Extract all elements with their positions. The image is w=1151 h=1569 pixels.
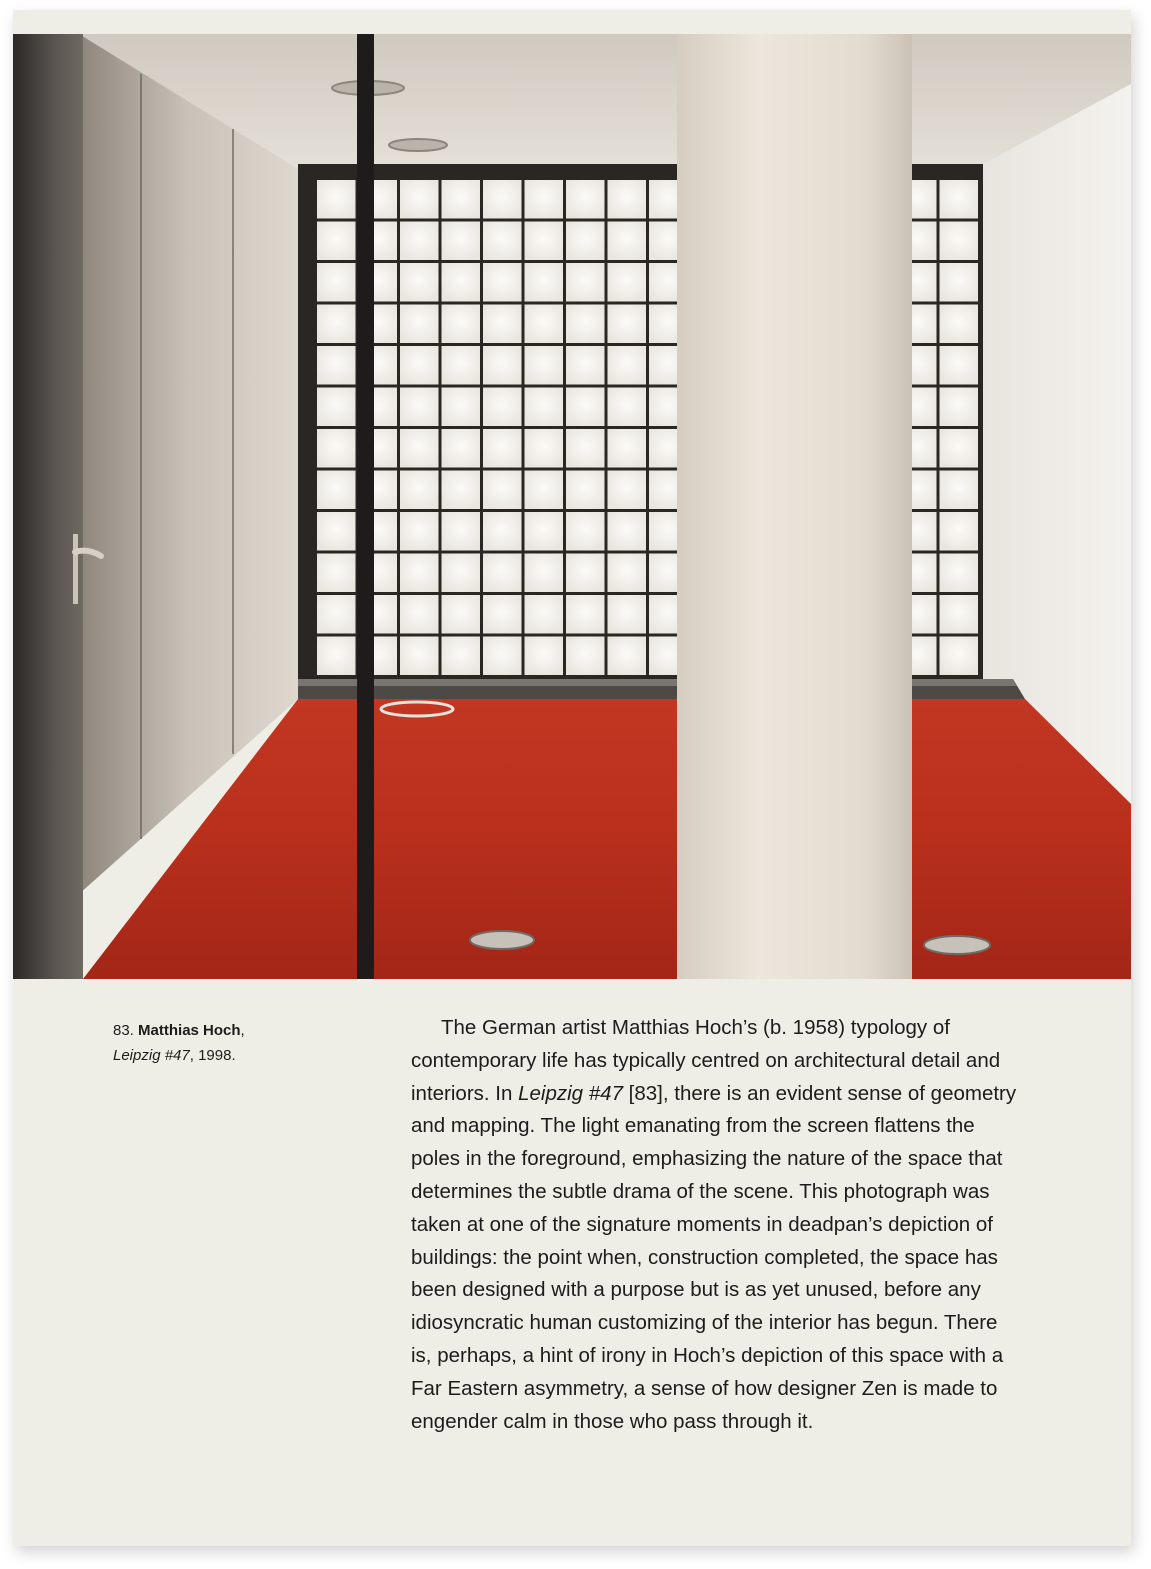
body-text-part-1: The German artist Matthias Hoch’s (b. 1958) typology of contemporary life has typically centred on architectural detail and interiors. In [411, 1016, 1001, 1105]
glass-block [400, 346, 439, 385]
glass-block [317, 180, 356, 219]
body-paragraph [411, 1012, 1021, 1438]
glass-block [940, 222, 979, 261]
figure-number: 83. [113, 1022, 134, 1039]
glass-block [566, 637, 605, 676]
glass-block [442, 595, 481, 634]
glass-block [400, 222, 439, 261]
glass-block [483, 180, 522, 219]
glass-block [483, 346, 522, 385]
glass-block [442, 429, 481, 468]
glass-block [566, 305, 605, 344]
glass-block [608, 637, 647, 676]
glass-block [317, 429, 356, 468]
glass-block [608, 180, 647, 219]
work-year: , 1998. [189, 1047, 236, 1064]
glass-block [317, 512, 356, 551]
glass-block [442, 263, 481, 302]
glass-block [442, 222, 481, 261]
glass-block [608, 263, 647, 302]
glass-block [608, 429, 647, 468]
glass-block [400, 471, 439, 510]
glass-block [317, 388, 356, 427]
glass-block [483, 554, 522, 593]
glass-block [566, 388, 605, 427]
glass-block [608, 471, 647, 510]
glass-block [442, 388, 481, 427]
body-text-part-2: [83], there is an evident sense of geometry and mapping. The light emanating from the screen flattens the poles in the foreground, emphasizing the nature of the space that determines the subtle drama of the scene. This photograph was taken at one of the signature moments in deadpan’s depiction of buildings: the point when, construction completed, the space has been designed with a purpose but is as yet unused, before any idiosyncratic human customizing of the interior has begun. There is, perhaps, a hint of irony in Hoch’s depiction of this space with a Far Eastern asymmetry, a sense of how designer Zen is made to engender calm in those who pass through it. [411, 1081, 1017, 1433]
glass-block [525, 471, 564, 510]
glass-block [483, 512, 522, 551]
glass-block [483, 263, 522, 302]
glass-block [400, 388, 439, 427]
glass-block [940, 180, 979, 219]
glass-block [317, 471, 356, 510]
glass-block [400, 263, 439, 302]
glass-block [483, 305, 522, 344]
glass-block [483, 388, 522, 427]
glass-block [442, 637, 481, 676]
glass-block [483, 637, 522, 676]
glass-block [317, 346, 356, 385]
glass-block [940, 305, 979, 344]
glass-block [566, 512, 605, 551]
glass-block [608, 346, 647, 385]
interior-photograph [13, 34, 1131, 979]
glass-block [608, 554, 647, 593]
glass-block [442, 180, 481, 219]
ceiling-light [389, 139, 447, 151]
glass-block [525, 180, 564, 219]
glass-block [525, 554, 564, 593]
floor-outlet-icon [470, 931, 534, 949]
glass-block [400, 512, 439, 551]
glass-block [442, 512, 481, 551]
glass-block [608, 512, 647, 551]
book-page [13, 10, 1131, 1546]
glass-block [483, 595, 522, 634]
glass-block [400, 595, 439, 634]
floor-outlet-icon [924, 936, 990, 954]
glass-block [566, 222, 605, 261]
glass-block [608, 388, 647, 427]
glass-block [525, 595, 564, 634]
glass-block [940, 512, 979, 551]
glass-block [317, 263, 356, 302]
glass-block [525, 263, 564, 302]
glass-block [400, 180, 439, 219]
glass-block [400, 554, 439, 593]
body-work-title: Leipzig #47 [518, 1081, 623, 1105]
glass-block [940, 637, 979, 676]
glass-block [317, 595, 356, 634]
glass-block [525, 637, 564, 676]
column [677, 34, 912, 979]
glass-block [608, 305, 647, 344]
glass-block [940, 263, 979, 302]
glass-block [525, 305, 564, 344]
glass-block [566, 471, 605, 510]
glass-block [525, 512, 564, 551]
thin-pole [357, 34, 374, 979]
glass-block [940, 346, 979, 385]
glass-block [525, 429, 564, 468]
artist-name: Matthias Hoch [138, 1022, 241, 1039]
glass-block [940, 388, 979, 427]
glass-block [483, 471, 522, 510]
glass-block [608, 222, 647, 261]
glass-block [400, 305, 439, 344]
glass-block [566, 263, 605, 302]
glass-block [317, 637, 356, 676]
glass-block [566, 554, 605, 593]
glass-block [566, 346, 605, 385]
glass-block [566, 429, 605, 468]
open-door [13, 34, 83, 979]
glass-block [317, 554, 356, 593]
glass-block [940, 471, 979, 510]
glass-block [525, 222, 564, 261]
glass-block [940, 595, 979, 634]
glass-block [940, 429, 979, 468]
glass-block [940, 554, 979, 593]
glass-block [400, 429, 439, 468]
glass-block [317, 305, 356, 344]
glass-block [442, 305, 481, 344]
glass-block [317, 222, 356, 261]
glass-block [566, 180, 605, 219]
glass-block [442, 471, 481, 510]
glass-block [608, 595, 647, 634]
glass-block [566, 595, 605, 634]
glass-block [483, 222, 522, 261]
work-title: Leipzig #47 [113, 1047, 190, 1064]
glass-block [525, 346, 564, 385]
glass-block [483, 429, 522, 468]
caption-comma: , [240, 1022, 245, 1039]
glass-block [442, 554, 481, 593]
glass-block [400, 637, 439, 676]
glass-block [442, 346, 481, 385]
figure-caption [113, 1018, 373, 1068]
glass-block [525, 388, 564, 427]
